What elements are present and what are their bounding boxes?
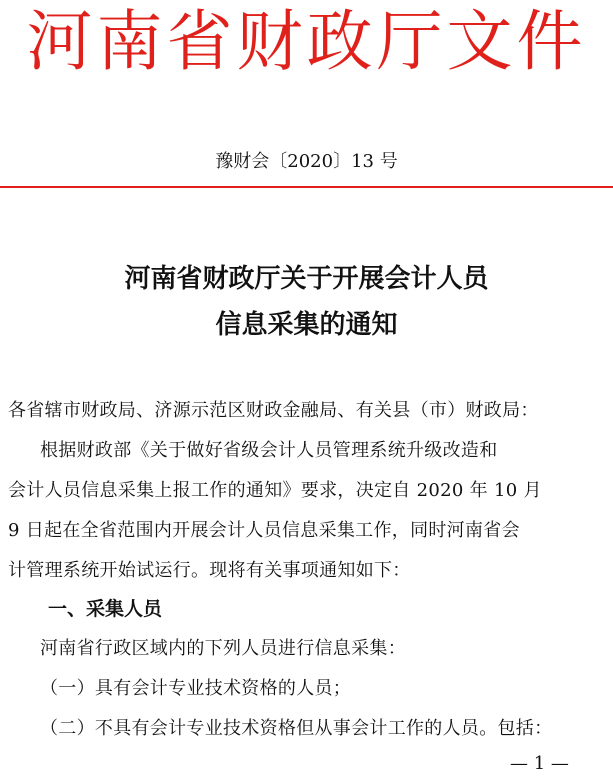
red-separator-line: [0, 186, 613, 188]
paragraph-line: 根据财政部《关于做好省级会计人员管理系统升级改造和: [40, 440, 498, 461]
section-heading: 一、采集人员: [48, 598, 163, 620]
document-number: 豫财会〔2020〕13 号: [215, 151, 398, 172]
section-intro-line: 河南省行政区域内的下列人员进行信息采集：: [40, 638, 406, 659]
addressee-line: 各省辖市财政局、济源示范区财政金融局、有关县（市）财政局：: [8, 400, 539, 421]
paragraph-line: 计管理系统开始试运行。现将有关事项通知如下：: [8, 560, 411, 581]
list-item: （二）不具有会计专业技术资格但从事会计工作的人员。包括：: [40, 718, 553, 739]
paragraph-line: 会计人员信息采集上报工作的通知》要求，决定自 2020 年 10 月: [8, 480, 542, 501]
document-header-title: 河南省财政厅文件: [26, 3, 587, 80]
paragraph-line: 9 日起在全省范围内开展会计人员信息采集工作，同时河南省会: [8, 520, 520, 541]
document-title-line-1: 河南省财政厅关于开展会计人员: [124, 264, 489, 294]
page-number: — 1 —: [510, 753, 569, 774]
document-title-line-2: 信息采集的通知: [215, 310, 398, 340]
list-item: （一）具有会计专业技术资格的人员；: [40, 678, 352, 699]
